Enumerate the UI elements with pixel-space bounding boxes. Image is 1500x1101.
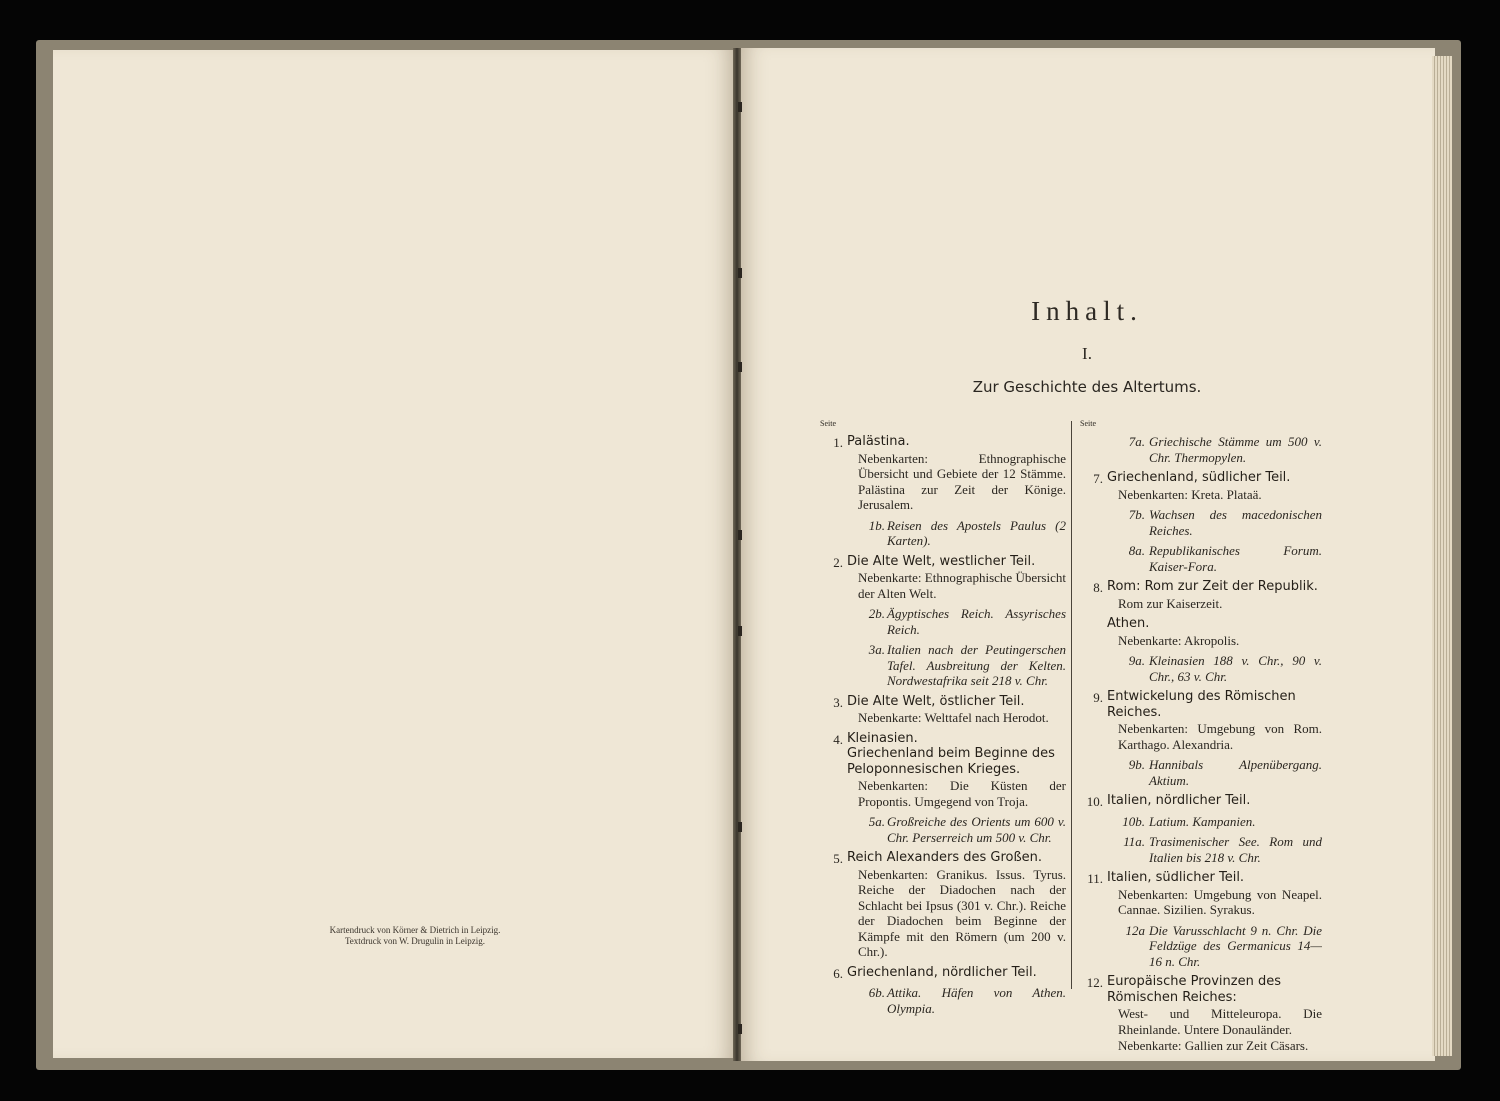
entry-heading: Kleinasien. Griechenland beim Beginne des Peloponnesischen Krieges. [847, 730, 1055, 777]
sub-entry-text: Griechische Stämme um 500 v. Chr. Thermopylen. [1149, 434, 1322, 465]
toc-entry [1078, 870, 1322, 969]
sub-entry-number: 5a. [868, 814, 885, 829]
page-edges [1432, 56, 1452, 1056]
toc-column-left [818, 419, 1066, 1016]
entry-text: Nebenkarten: Umgebung von Neapel. Cannae. Sizilien. Syrakus. [1118, 886, 1322, 917]
sub-entry [1107, 814, 1322, 830]
entry-number: 4. [833, 731, 843, 747]
sub-entry [847, 814, 1066, 845]
sub-entry-number: 3a. [868, 642, 885, 657]
printer-note-line: Kartendruck von Körner & Dietrich in Leipzig. [329, 925, 501, 935]
sub-entry-text: Die Varusschlacht 9 n. Chr. Die Feldzüge des Germanicus 14—16 n. Chr. [1149, 922, 1322, 969]
printer-note-line: Textdruck von W. Drugulin in Leipzig. [344, 936, 486, 946]
entry-heading: Italien, südlicher Teil. [1107, 870, 1245, 885]
toc-column-right [1078, 419, 1322, 1053]
binding-stitch [738, 102, 742, 112]
sub-entry [847, 985, 1066, 1016]
sub-entry [1107, 434, 1322, 465]
entry-number: 1. [833, 435, 843, 450]
binding-stitch [738, 268, 742, 278]
toc-entry [818, 965, 1066, 1017]
sub-entry [1107, 507, 1322, 538]
entry-heading: Europäische Provinzen des Römischen Reiches: [1107, 974, 1281, 1005]
sub-entry-text: Trasimenischer See. Rom und Italien bis 218 v. Chr. [1149, 834, 1322, 865]
toc-entry [1078, 470, 1322, 574]
toc-entry [1078, 974, 1322, 1054]
sub-entry-number: 7a. [1128, 434, 1145, 449]
entry-text: Nebenkarten: Kreta. Plataä. [1118, 486, 1262, 502]
entry-number: 6. [833, 965, 843, 981]
entry-number: 10. [1086, 794, 1103, 809]
toc-entry [1078, 689, 1322, 788]
toc-entry [1078, 793, 1322, 865]
entry-text: Nebenkarte: Gallien zur Zeit Cäsars. [1118, 1038, 1309, 1053]
entry-heading: Entwickelung des Römischen Reiches. [1107, 689, 1296, 720]
entry-text: Nebenkarten: Ethnographische Übersicht und Gebiete der 12 Stämme. Palästina zur Zeit der Könige. Jerusalem. [858, 450, 1066, 512]
sub-entry-number: 11a. [1123, 834, 1145, 849]
sub-entry [1107, 757, 1322, 788]
binding-stitch [738, 1024, 742, 1034]
toc-entry [818, 850, 1066, 960]
entry-text: West- und Mitteleuropa. Die Rheinlande. Untere Donauländer. [1118, 1006, 1322, 1037]
entry-text: Rom zur Kaiserzeit. [1118, 595, 1223, 611]
sub-entry-number: 1b. [868, 517, 885, 533]
sub-entry-number: 10b. [1122, 813, 1145, 829]
entry-heading: Athen. [1107, 616, 1150, 631]
sub-entry [1107, 543, 1322, 574]
sub-entry-number: 8a. [1128, 543, 1145, 558]
sub-entry [847, 642, 1066, 689]
section-number: I. [1082, 344, 1092, 363]
entry-heading: Griechenland, südlicher Teil. [1107, 470, 1291, 485]
sub-entry-text: Italien nach der Peutingerschen Tafel. Ausbreitung der Kelten. Nordwestafrika seit 218 v. Chr. [887, 642, 1066, 688]
sub-entry-text: Großreiche des Orients um 600 v. Chr. Perserreich um 500 v. Chr. [887, 814, 1066, 845]
toc-entry [818, 731, 1066, 846]
entry-heading: Griechenland, nördlicher Teil. [847, 964, 1037, 980]
printer-note [250, 925, 580, 947]
binding-stitch [738, 530, 742, 540]
left-page [53, 50, 733, 1058]
column-divider [1071, 421, 1072, 989]
entry-text: Nebenkarte: Akropolis. [1118, 632, 1240, 648]
sub-entry-text: Hannibals Alpenübergang. Aktium. [1149, 757, 1322, 788]
toc-entry [1078, 434, 1322, 465]
entry-text: Nebenkarte: Ethnographische Übersicht der Alten Welt. [858, 570, 1066, 601]
entry-text: Nebenkarten: Granikus. Issus. Tyrus. Reiche der Diadochen nach der Schlacht bei Ipsus (301 v. Chr.). Reiche der Diadochen beim Beginne der Kämpfe mit den Römern (um 200 v. Chr.). [858, 866, 1066, 959]
column-header: Seite [1080, 419, 1096, 428]
entry-heading: Palästina. [847, 434, 910, 449]
sub-entry-text: Latium. Kampanien. [1149, 813, 1256, 829]
sub-entry-text: Wachsen des macedonischen Reiches. [1149, 507, 1322, 538]
section-title: Zur Geschichte des Altertums. [972, 378, 1202, 396]
entry-heading: Die Alte Welt, östlicher Teil. [847, 693, 1025, 709]
sub-entry-text: Kleinasien 188 v. Chr., 90 v. Chr., 63 v. Chr. [1149, 653, 1322, 684]
toc-entry [818, 554, 1066, 689]
sub-entry-text: Republikanisches Forum. Kaiser-Fora. [1149, 543, 1322, 574]
sub-entry-number: 9b. [1128, 757, 1145, 772]
entry-heading: Rom: Rom zur Zeit der Republik. [1107, 579, 1318, 594]
entry-text: Nebenkarten: Umgebung von Rom. Karthago. Alexandria. [1118, 721, 1322, 752]
sub-entry-number: 6b. [868, 985, 885, 1000]
sub-entry [847, 518, 1066, 549]
sub-entry-number: 9a. [1128, 653, 1145, 668]
entry-number: 12. [1086, 975, 1103, 990]
entry-text: Nebenkarten: Die Küsten der Propontis. Umgegend von Troja. [858, 778, 1066, 809]
entry-text: Nebenkarte: Welttafel nach Herodot. [858, 710, 1049, 725]
entry-heading: Italien, nördlicher Teil. [1107, 793, 1251, 808]
toc-entry [818, 694, 1066, 726]
entry-number: 3. [833, 694, 843, 710]
page-title: Inhalt. [1031, 296, 1143, 326]
sub-entry [1107, 923, 1322, 970]
entry-number: 7. [1093, 471, 1103, 486]
entry-number: 9. [1093, 690, 1103, 705]
binding-stitch [738, 822, 742, 832]
sub-entry [1107, 653, 1322, 684]
sub-entry-number: 7b. [1128, 507, 1145, 522]
entry-number: 5. [833, 851, 843, 866]
sub-entry [847, 606, 1066, 637]
sub-entry-text: Reisen des Apostels Paulus (2 Karten). [887, 517, 1066, 548]
column-header: Seite [820, 419, 836, 428]
sub-entry [1107, 834, 1322, 865]
binding-stitch [738, 626, 742, 636]
sub-entry-text: Attika. Häfen von Athen. Olympia. [887, 985, 1066, 1016]
entry-number: 2. [833, 554, 843, 570]
toc-entry [1078, 579, 1322, 611]
sub-entry-number: 2b. [868, 606, 885, 621]
entry-heading: Die Alte Welt, westlicher Teil. [847, 553, 1036, 569]
sub-entry-text: Ägyptisches Reich. Assyrisches Reich. [887, 606, 1066, 637]
entry-heading: Reich Alexanders des Großen. [847, 850, 1043, 865]
toc-entry [818, 434, 1066, 549]
toc-entry [1078, 616, 1322, 684]
entry-number: 11. [1087, 871, 1103, 886]
entry-number: 8. [1093, 580, 1103, 595]
sub-entry-number: 12a [1125, 922, 1145, 938]
book-gutter [733, 48, 741, 1061]
